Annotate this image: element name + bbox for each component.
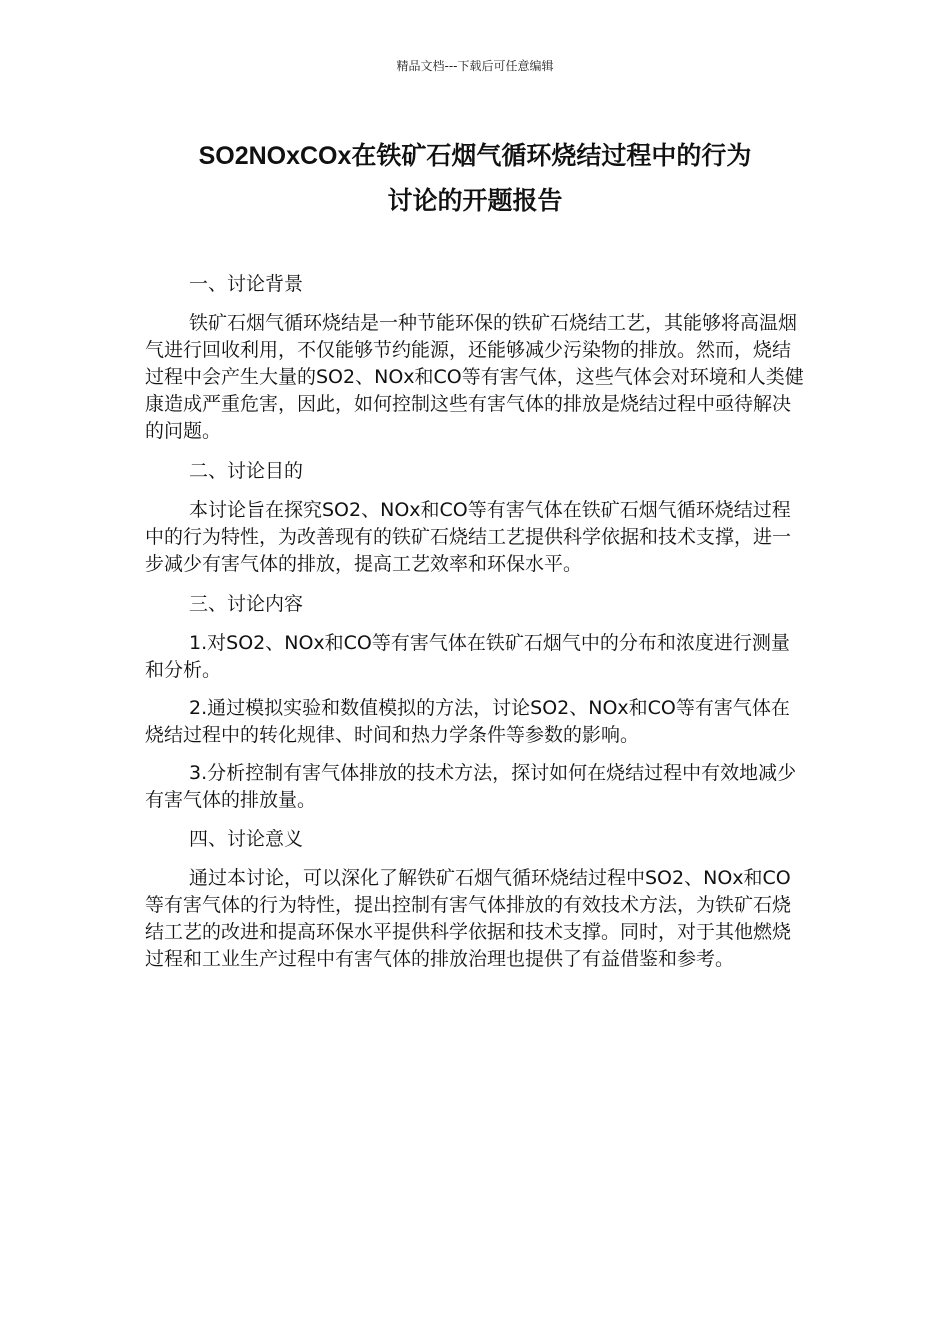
section-heading-content: 三、讨论内容 — [189, 593, 304, 615]
title-line-2: 讨论的开题报告 — [387, 187, 563, 215]
paragraph-background: 铁矿石烟气循环烧结是一种节能环保的铁矿石烧结工艺，其能够将高温烟气进行回收利用，不仅能够节约能源，还能够减少污染物的排放。然而，烧结过程中会产生大量的SO2、NOx和CO等有害气体，这些气体会对环境和人类健康造成严重危害，因此，如何控制这些有害气体的排放是烧结过程中亟待解决的问题。 — [145, 312, 804, 442]
section-heading-significance: 四、讨论意义 — [189, 828, 304, 850]
content-item-2: 2.通过模拟实验和数值模拟的方法，讨论SO2、NOx和CO等有害气体在烧结过程中的转化规律、时间和热力学条件等参数的影响。 — [145, 697, 790, 746]
paragraph-significance: 通过本讨论，可以深化了解铁矿石烟气循环烧结过程中SO2、NOx和CO等有害气体的行为特性，提出控制有害气体排放的有效技术方法，为铁矿石烧结工艺的改进和提高环保水平提供科学依据和技术支撑。同时，对于其他燃烧过程和工业生产过程中有害气体的排放治理也提供了有益借鉴和参考。 — [145, 867, 792, 970]
section-heading-purpose: 二、讨论目的 — [189, 460, 304, 482]
paragraph-purpose: 本讨论旨在探究SO2、NOx和CO等有害气体在铁矿石烟气循环烧结过程中的行为特性，为改善现有的铁矿石烧结工艺提供科学依据和技术支撑，进一步减少有害气体的排放，提高工艺效率和环保水平。 — [145, 499, 792, 575]
content-item-3: 3.分析控制有害气体排放的技术方法，探讨如何在烧结过程中有效地减少有害气体的排放量。 — [145, 762, 797, 811]
content-item-1: 1.对SO2、NOx和CO等有害气体在铁矿石烟气中的分布和浓度进行测量和分析。 — [145, 632, 790, 681]
title-line-1: SO2NOxCOx在铁矿石烟气循环烧结过程中的行为 — [198, 142, 752, 170]
document-title — [140, 134, 810, 224]
document-body — [145, 270, 805, 985]
section-heading-background: 一、讨论背景 — [189, 273, 304, 295]
header-note: 精品文档---下载后可任意编辑 — [396, 59, 554, 73]
